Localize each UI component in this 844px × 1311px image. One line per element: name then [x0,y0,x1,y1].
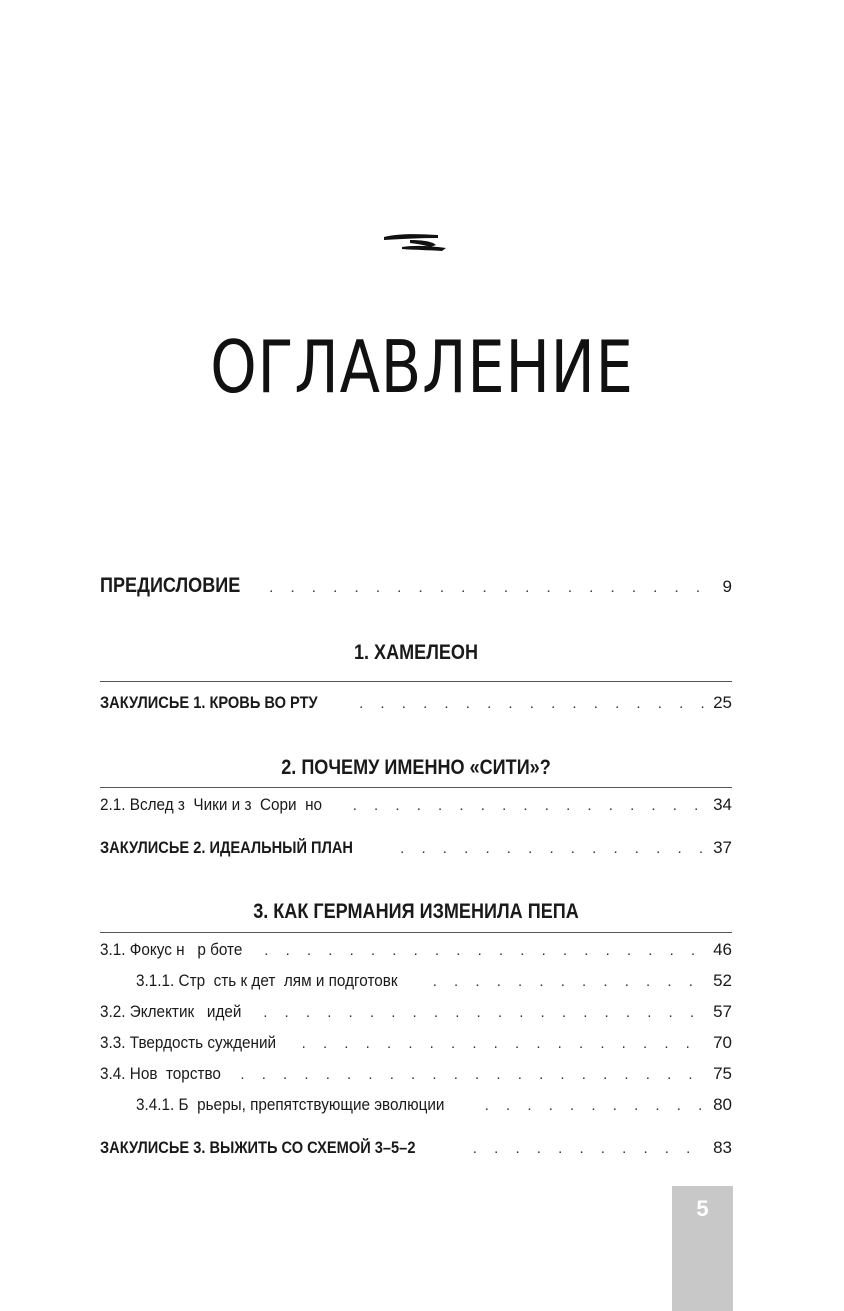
page-number-tab [672,1186,733,1311]
toc-label: ЗАКУЛИСЬЕ 1. КРОВЬ ВО РТУ [100,693,318,712]
dot-leader [263,1002,707,1024]
toc-entry-preface[interactable] [100,575,732,599]
toc-entry-3-4[interactable] [100,1063,732,1086]
dot-leader [473,1138,707,1160]
toc-page-number: 46 [713,940,732,959]
dot-leader [400,838,707,860]
toc-entry-2-1[interactable] [100,794,732,817]
divider [100,681,732,682]
toc-label: 3.4. Нов торство [100,1064,221,1083]
toc-label: 2.1. Вслед з Чики и з Сори но [100,795,323,814]
dot-leader [433,971,707,993]
toc-entry-3-3[interactable] [100,1032,732,1055]
brush-stroke-ornament-icon [380,228,450,258]
toc-page-number: 80 [713,1095,732,1114]
divider [100,787,732,788]
toc-label: ЗАКУЛИСЬЕ 2. ИДЕАЛЬНЫЙ ПЛАН [100,838,353,857]
toc-page-number: 83 [713,1138,732,1157]
toc-label: 3.1. Фокус н р боте [100,940,243,959]
dot-leader [353,795,707,817]
toc-page-number: 57 [713,1002,732,1021]
toc-label: ПРЕДИСЛОВИЕ [100,574,241,597]
toc-page-number: 25 [713,693,732,712]
toc-entry-3-2[interactable] [100,1001,732,1024]
chapter-heading-1[interactable]: 1. ХАМЕЛЕОН [353,641,479,664]
dot-leader [240,1064,707,1086]
chapter-heading-3[interactable]: 3. КАК ГЕРМАНИЯ ИЗМЕНИЛА ПЕПА [253,900,579,923]
dot-leader [264,940,707,962]
chapter-heading-2[interactable]: 2. ПОЧЕМУ ИМЕННО «СИТИ»? [281,756,551,779]
page-number: 5 [696,1196,709,1221]
toc-entry-behind-scenes-3[interactable] [100,1137,732,1160]
dot-leader [302,1033,707,1055]
toc-page-number: 75 [713,1064,732,1083]
toc-label: 3.3. Твердость суждений [100,1033,277,1052]
toc-entry-behind-scenes-1[interactable] [100,692,732,715]
divider [100,932,732,933]
toc-page-number: 70 [713,1033,732,1052]
toc-label: 3.4.1. Б рьеры, препятствующие эволюции [136,1095,445,1114]
toc-page-number: 37 [713,838,732,857]
toc-entry-3-1-1[interactable] [136,970,732,993]
toc-entry-3-4-1[interactable] [136,1094,732,1117]
toc-page-number: 52 [713,971,732,990]
dot-leader [359,693,707,715]
toc-label: 3.1.1. Стр сть к дет лям и подготовк [136,971,398,990]
page-title: ОГЛАВЛЕНИЕ [210,325,634,409]
toc-label: ЗАКУЛИСЬЕ 3. ВЫЖИТЬ СО СХЕМОЙ 3–5–2 [100,1138,416,1157]
toc-entry-behind-scenes-2[interactable] [100,837,732,860]
toc-page-number: 9 [722,577,732,596]
toc-label: 3.2. Эклектик идей [100,1002,242,1021]
toc-page-number: 34 [713,795,732,814]
toc-entry-3-1[interactable] [100,939,732,962]
dot-leader [269,577,708,599]
dot-leader [485,1095,707,1117]
